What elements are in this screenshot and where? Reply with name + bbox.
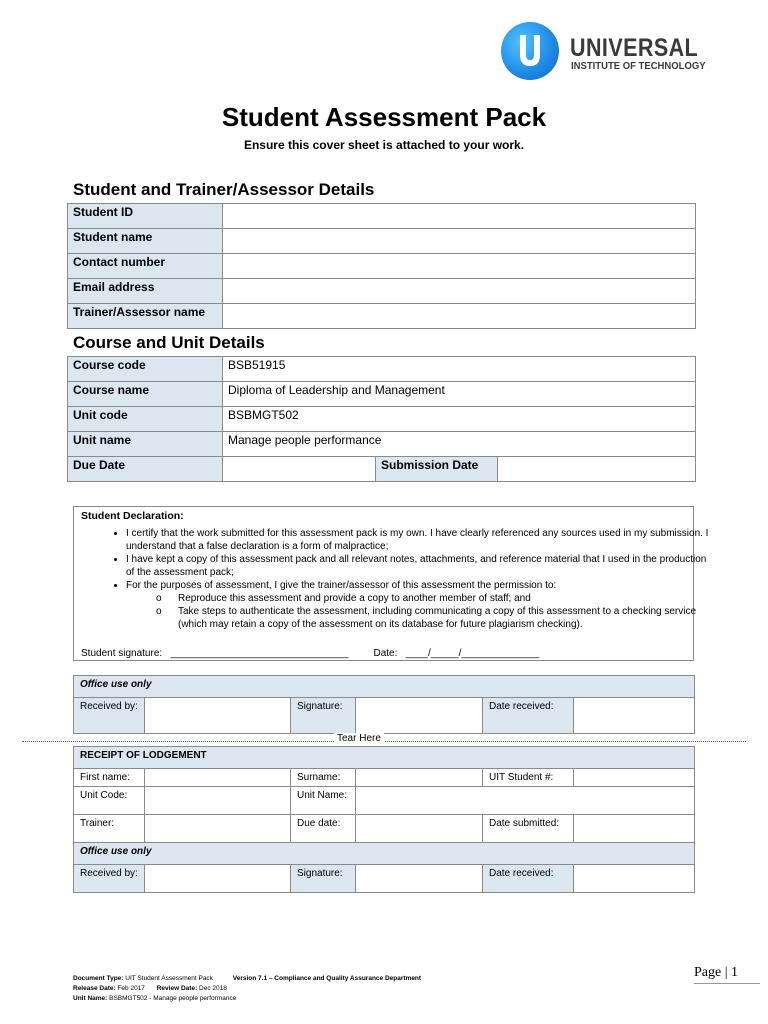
declaration-item: • I have kept a copy of this assessment pack and all relevant notes, attachments, and reference material that I used in the production of the assessment pack; xyxy=(126,553,716,579)
release-date-label: Release Date: xyxy=(73,985,116,992)
trainer-label: Trainer: xyxy=(74,815,145,843)
footer-line-3 xyxy=(73,995,236,1002)
table-row xyxy=(68,357,696,382)
unit-code-label: Unit Code: xyxy=(74,787,145,815)
declaration-item-text: For the purposes of assessment, I give the trainer/assessor of this assessment the permission to: xyxy=(126,580,557,591)
signature-field[interactable] xyxy=(356,698,483,734)
page-number-rule xyxy=(694,983,760,984)
logo-name: UNIVERSAL xyxy=(570,34,699,62)
student-id-field[interactable] xyxy=(223,204,696,229)
table-row xyxy=(68,229,696,254)
student-details-table xyxy=(67,203,696,329)
office-use-header: Office use only xyxy=(74,676,695,698)
logo-tagline: INSTITUTE OF TECHNOLOGY xyxy=(571,61,706,72)
submission-date-label: Submission Date xyxy=(376,457,498,482)
unit-code-field[interactable] xyxy=(145,787,291,815)
table-row xyxy=(74,787,695,815)
unit-name-value: BSBMGT502 - Manage people performance xyxy=(109,995,237,1002)
tear-here-label: Tear Here xyxy=(334,733,384,744)
unit-name-label: Unit name xyxy=(68,432,223,457)
due-date-label: Due date: xyxy=(291,815,356,843)
date-label: Date: xyxy=(373,648,398,659)
declaration-sublist xyxy=(126,592,716,631)
first-name-field[interactable] xyxy=(145,769,291,787)
email-address-label: Email address xyxy=(68,279,223,304)
review-date-value: Dec 2018 xyxy=(199,985,227,992)
trainer-assessor-field[interactable] xyxy=(223,304,696,329)
due-date-label: Due Date xyxy=(68,457,223,482)
signature-field[interactable] xyxy=(356,865,483,893)
course-name-value: Diploma of Leadership and Management xyxy=(223,382,696,407)
unit-name-value: Manage people performance xyxy=(223,432,696,457)
unit-code-value: BSBMGT502 xyxy=(223,407,696,432)
review-date-label: Review Date: xyxy=(156,985,198,992)
table-row xyxy=(68,382,696,407)
receipt-table xyxy=(73,746,695,893)
contact-number-field[interactable] xyxy=(223,254,696,279)
declaration-item xyxy=(126,579,716,631)
release-date-value: Feb 2017 xyxy=(117,985,145,992)
table-row xyxy=(68,204,696,229)
sub-bullet: o xyxy=(156,593,162,604)
table-row xyxy=(74,698,695,734)
table-row xyxy=(74,769,695,787)
course-code-value: BSB51915 xyxy=(223,357,696,382)
date-submitted-field[interactable] xyxy=(574,815,695,843)
footer-line-1 xyxy=(73,975,421,982)
university-logo-icon xyxy=(501,22,559,80)
student-declaration-box xyxy=(73,506,709,661)
submission-date-field[interactable] xyxy=(498,457,696,482)
contact-number-label: Contact number xyxy=(68,254,223,279)
course-name-label: Course name xyxy=(68,382,223,407)
unit-code-label: Unit code xyxy=(68,407,223,432)
office-use-table xyxy=(73,675,695,734)
doc-type-value: UIT Student Assessment Pack xyxy=(125,975,213,982)
tear-line xyxy=(22,741,746,742)
due-date-field[interactable] xyxy=(223,457,376,482)
due-date-field[interactable] xyxy=(356,815,483,843)
date-submitted-label: Date submitted: xyxy=(483,815,574,843)
received-by-field[interactable] xyxy=(145,865,291,893)
uit-student-label: UIT Student #: xyxy=(483,769,574,787)
student-id-label: Student ID xyxy=(68,204,223,229)
signature-label: Signature: xyxy=(291,865,356,893)
unit-name-field[interactable] xyxy=(356,787,695,815)
footer-line-2 xyxy=(73,985,227,992)
doc-type-label: Document Type: xyxy=(73,975,124,982)
table-row xyxy=(68,279,696,304)
table-row xyxy=(68,457,696,482)
trainer-field[interactable] xyxy=(145,815,291,843)
email-address-field[interactable] xyxy=(223,279,696,304)
student-section-heading: Student and Trainer/Assessor Details xyxy=(73,180,375,199)
declaration-subitem-text: Take steps to authenticate the assessment, including communicating a copy of this assessment to a checking service (which may retain a copy of the assessment on its database for future plagiarism checking). xyxy=(178,606,697,630)
declaration-subitem-text: Reproduce this assessment and provide a copy to another member of staff; and xyxy=(178,593,531,604)
version-text: Version 7.1 – Compliance and Quality Assurance Department xyxy=(232,975,422,982)
date-line[interactable]: ____/_____/______________ xyxy=(405,648,540,659)
surname-field[interactable] xyxy=(356,769,483,787)
date-received-label: Date received: xyxy=(483,865,574,893)
signature-row xyxy=(81,648,539,659)
declaration-subitem xyxy=(156,592,716,605)
signature-label: Student signature: xyxy=(81,648,163,659)
course-code-label: Course code xyxy=(68,357,223,382)
student-name-field[interactable] xyxy=(223,229,696,254)
page-subtitle: Ensure this cover sheet is attached to your work. xyxy=(243,138,525,152)
declaration-list xyxy=(98,527,716,631)
table-row xyxy=(74,815,695,843)
table-row xyxy=(68,304,696,329)
trainer-assessor-label: Trainer/Assessor name xyxy=(68,304,223,329)
table-row xyxy=(68,254,696,279)
table-row xyxy=(74,865,695,893)
course-section-heading: Course and Unit Details xyxy=(73,333,265,352)
received-by-label: Received by: xyxy=(74,865,145,893)
date-received-field[interactable] xyxy=(574,865,695,893)
first-name-label: First name: xyxy=(74,769,145,787)
unit-name-label: Unit Name: xyxy=(73,995,108,1002)
declaration-item: • I certify that the work submitted for this assessment pack is my own. I have clearly referenced any sources used in my submission. I understand that a false declaration is a form of malpractice; xyxy=(126,527,716,553)
receipt-header: RECEIPT OF LODGEMENT xyxy=(74,747,695,769)
office-use-header: Office use only xyxy=(74,843,695,865)
table-row xyxy=(74,747,695,769)
sub-bullet: o xyxy=(156,606,162,617)
uit-student-field[interactable] xyxy=(574,769,695,787)
declaration-subitem xyxy=(156,605,716,631)
date-received-label: Date received: xyxy=(483,698,574,734)
student-name-label: Student name xyxy=(68,229,223,254)
course-details-table xyxy=(67,356,696,482)
declaration-title: Student Declaration: xyxy=(81,510,184,522)
signature-line[interactable]: ________________________________ xyxy=(170,648,349,659)
page-title: Student Assessment Pack xyxy=(221,102,547,132)
signature-label: Signature: xyxy=(291,698,356,734)
table-row xyxy=(74,843,695,865)
table-row xyxy=(68,432,696,457)
date-received-field[interactable] xyxy=(574,698,695,734)
table-row xyxy=(68,407,696,432)
table-row xyxy=(74,676,695,698)
surname-label: Surname: xyxy=(291,769,356,787)
received-by-field[interactable] xyxy=(145,698,291,734)
received-by-label: Received by: xyxy=(74,698,145,734)
unit-name-label: Unit Name: xyxy=(291,787,356,815)
page-number: Page | 1 xyxy=(694,965,739,980)
